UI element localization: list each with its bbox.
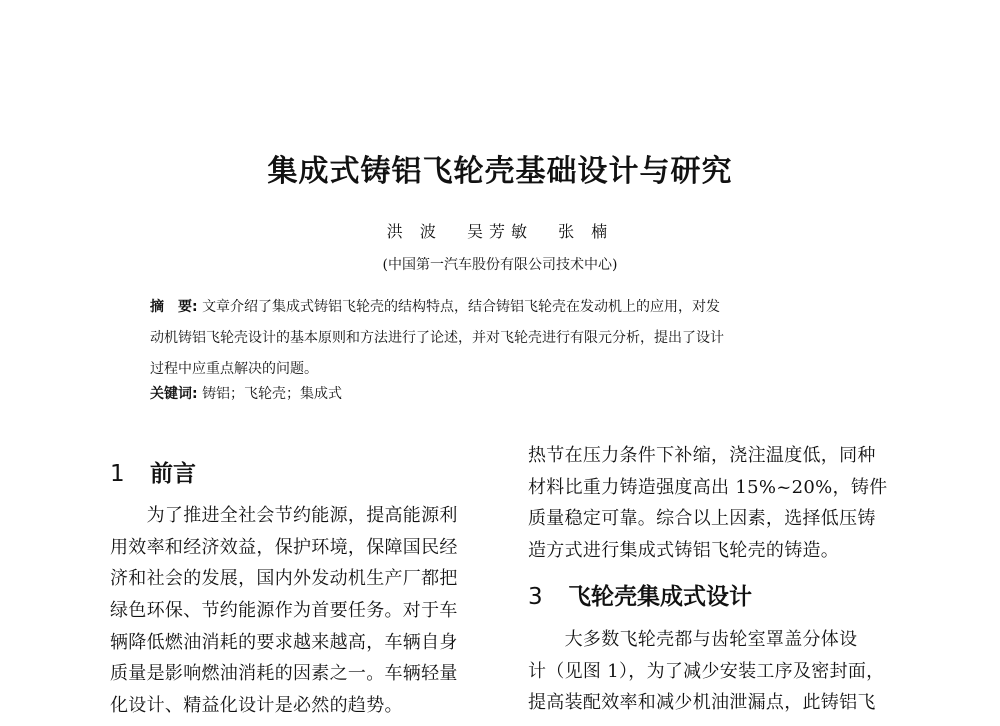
body-line: 质量稳定可靠。综合以上因素，选择低压铸	[528, 508, 876, 530]
body-line: 化设计、精益化设计是必然的趋势。	[110, 695, 403, 717]
keywords	[150, 384, 342, 404]
section-title: 飞轮壳集成式设计	[568, 584, 752, 610]
section-heading-1	[110, 455, 196, 488]
abstract-line: 过程中应重点解决的问题。	[150, 361, 318, 377]
author-list	[0, 219, 1000, 242]
column-2-body	[528, 440, 908, 567]
abstract-line	[150, 292, 865, 323]
affiliation: (中国第一汽车股份有限公司技术中心)	[382, 257, 618, 273]
abstract-label: 摘 要:	[150, 299, 198, 315]
body-line: 大多数飞轮壳都与齿轮室罩盖分体设	[528, 629, 858, 650]
section-3-body	[528, 624, 908, 719]
section-heading-3	[528, 578, 752, 611]
author-name: 吴芳敏	[466, 222, 533, 241]
section-number: 1	[110, 461, 125, 487]
section-number: 3	[528, 584, 543, 610]
body-line: 为了推进全社会节约能源，提高能源利	[110, 505, 458, 526]
abstract-line: 动机铸铝飞轮壳设计的基本原则和方法进行了论述，并对飞轮壳进行有限元分析，提出了设计	[150, 330, 724, 346]
body-line: 绿色环保、节约能源作为首要任务。对于车	[110, 600, 458, 622]
keywords-text: 铸铝；飞轮壳；集成式	[202, 386, 343, 402]
author-name: 洪 波	[386, 222, 442, 241]
section-1-body	[110, 500, 490, 722]
body-line: 质量是影响燃油消耗的因素之一。车辆轻量	[110, 663, 458, 685]
body-line: 用效率和经济效益，保护环境，保障国民经	[110, 536, 458, 558]
author-name: 张 楠	[558, 222, 614, 241]
body-line: 辆降低燃油消耗的要求越来越高，车辆自身	[110, 631, 458, 653]
body-line: 材料比重力铸造强度高出 15%~20%，铸件	[528, 476, 888, 498]
body-line: 济和社会的发展，国内外发动机生产厂都把	[110, 568, 458, 590]
paper-title: 集成式铸铝飞轮壳基础设计与研究	[267, 154, 733, 189]
body-line: 造方式进行集成式铸铝飞轮壳的铸造。	[528, 540, 840, 562]
keywords-label: 关键词:	[150, 386, 198, 402]
abstract	[150, 292, 865, 385]
body-line: 热节在压力条件下补缩，浇注温度低，同种	[528, 445, 876, 466]
abstract-text: 文章介绍了集成式铸铝飞轮壳的结构特点，结合铸铝飞轮壳在发动机上的应用，对发	[202, 299, 721, 315]
section-title: 前言	[150, 461, 196, 487]
body-line: 计（见图 1），为了减少安装工序及密封面，	[528, 660, 885, 682]
body-line: 提高装配效率和减少机油泄漏点，此铸铝飞	[528, 692, 876, 714]
